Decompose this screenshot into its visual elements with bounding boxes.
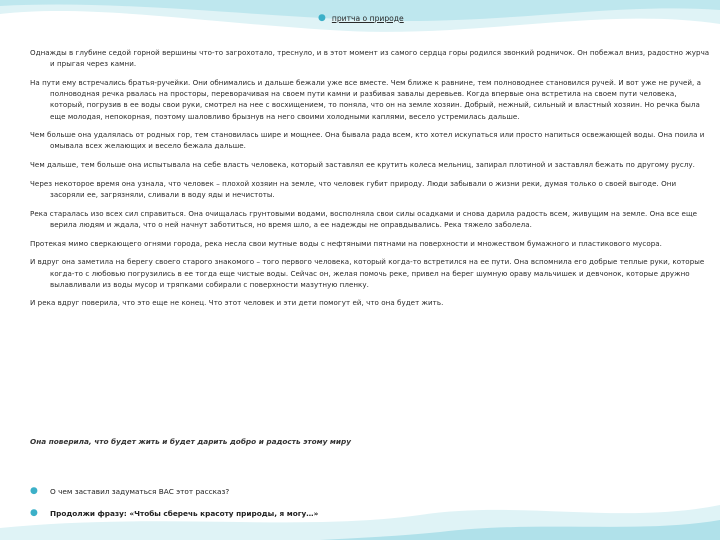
story-paragraph: Чем больше она удалялась от родных гор, тем становилась шире и мощнее. Она бывала рада всем, кто хотел искупаться или просто напиться освежающей воды. Она поила и омывала всех желающих и весело бежала дальше. xyxy=(30,130,705,151)
question-text: Продолжи фразу: «Чтобы сберечь красоту природы, я могу…» xyxy=(50,508,319,518)
round-bullet-icon: ● xyxy=(30,508,38,518)
story-paragraph: Протекая мимо сверкающего огнями города, река несла свои мутные воды с нефтяными пятнами на поверхности и множеством бумажного и пластикового мусора. xyxy=(30,238,662,248)
story-paragraph: Однажды в глубине седой горной вершины что-то загрохотало, треснуло, и в этот момент из самого сердца горы родился звонкий родничок. Он побежал вниз, радостно журча и прыгая через камни. xyxy=(30,48,710,69)
closing-line: Она поверила, что будет жить и будет дарить добро и радость этому миру xyxy=(30,437,351,446)
story-paragraph: И река вдруг поверила, что это еще не конец. Что этот человек и эти дети помогут ей, что она будет жить. xyxy=(30,298,444,308)
question-text: О чем заставил задуматься ВАС этот рассказ? xyxy=(50,486,230,496)
story-text xyxy=(30,47,710,316)
story-paragraph: И вдруг она заметила на берегу своего старого знакомого – того первого человека, который когда-то встретился на ее пути. Она вспомнила его добрые теплые руки, которые когда-то с любовью погрузились в ее тогда еще чистые воды. Сейчас он, желая помочь реке, привел на берег шумную ораву мальчишек и девчонок, которые дружно вылавливали из воды мусор и тряпками собирали с поверхности мазутную пленку. xyxy=(30,257,705,289)
round-bullet-icon: ● xyxy=(318,13,326,23)
title-row xyxy=(318,13,404,23)
story-paragraph: На пути ему встречались братья-ручейки. Они обнимались и дальше бежали уже все вместе. Чем ближе к равнине, тем полноводнее становился ручей. И вот уже не ручей, а полноводная речка рвалась на просторы, переворачивая на своем пути камни и разбивая завалы деревьев. Когда впервые она встретила на своем пути человека, который, погрузив в ее воды свои руки, смотрел на нее с восхищением, то поняла, что он на земле хозяин. Добрый, нежный, сильный и властный хозяин. Но речка была еще молодая, непокорная, поэтому шаловливо брызнув на него своими холодными каплями, весело устремилась дальше. xyxy=(30,77,702,121)
question-item xyxy=(30,508,318,518)
round-bullet-icon: ● xyxy=(30,486,38,496)
question-item xyxy=(30,486,229,496)
story-paragraph: Через некоторое время она узнала, что человек – плохой хозяин на земле, что человек губит природу. Люди забывали о жизни реки, думая только о своей выгоде. Они засоряли ее, загрязняли, сливали в воду яды и нечистоты. xyxy=(30,178,677,200)
slide-title: притча о природе xyxy=(331,13,404,23)
story-paragraph: Река старалась изо всех сил справиться. Она очищалась грунтовыми водами, восполняла свои силы осадками и снова дарила радость всем, живущим на земле. Она все еще верила людям и ждала, что о ней начнут заботиться, но время шло, а ее надежды не оправдывались. Река тяжело заболела. xyxy=(30,208,698,229)
story-paragraph: Чем дальше, тем больше она испытывала на себе власть человека, который заставлял ее крутить колеса мельниц, запирал плотиной и заставлял бежать по другому руслу. xyxy=(30,160,695,170)
